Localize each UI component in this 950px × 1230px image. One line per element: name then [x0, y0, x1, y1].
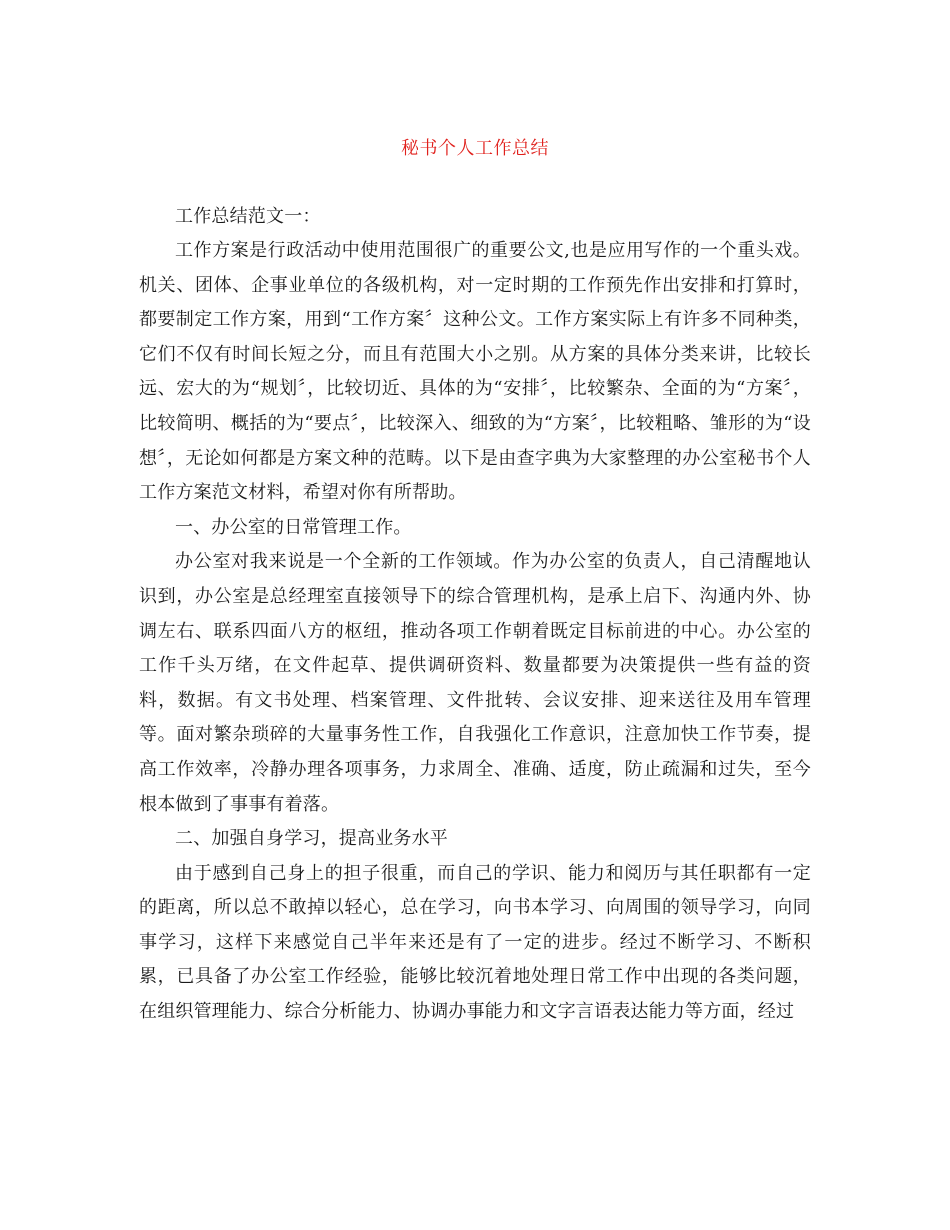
section-label-sample-one: 工作总结范文一：	[175, 206, 321, 227]
document-title: 秘书个人工作总结	[401, 138, 549, 159]
section-heading-daily-management: 一、办公室的日常管理工作。	[175, 516, 412, 538]
intro-paragraph: 工作方案是行政活动中使用范围很广的重要公文,也是应用写作的一个重头戏。机关、团体、企事业单位的各级机构，对一定时期的工作预先作出安排和打算时，都要制定工作方案，用到“工作方案〞这种公文。工作方案实际上有许多不同种类，它们不仅有时间长短之分，而且有范围大小之别。从方案的具体分类来讲，比较长远、宏大的为“规划〞，比较切近、具体的为“安排〞，比较繁杂、全面的为“方案〞，比较简明、概括的为“要点〞，比较深入、细致的为“方案〞，比较粗略、雏形的为“设想〞，无论如何都是方案文种的范畴。以下是由查字典为大家整理的办公室秘书个人工作方案范文材料，希望对你有所帮助。	[139, 240, 811, 504]
self-study-paragraph: 由于感到自己身上的担子很重，而自己的学识、能力和阅历与其任职都有一定的距离，所以总不敢掉以轻心，总在学习，向书本学习、向周围的领导学习，向同事学习，这样下来感觉自己半年来还是有了一定的进步。经过不断学习、不断积累，已具备了办公室工作经验，能够比较沉着地处理日常工作中出现的各类问题，在组织管理能力、综合分析能力、协调办事能力和文字言语表达能力等方面，经过	[139, 862, 811, 1023]
document-body	[139, 200, 811, 1030]
daily-management-paragraph: 办公室对我来说是一个全新的工作领域。作为办公室的负责人，自己清醒地认识到，办公室是总经理室直接领导下的综合管理机构，是承上启下、沟通内外、协调左右、联系四面八方的枢纽，推动各项工作朝着既定目标前进的中心。办公室的工作千头万绪，在文件起草、提供调研资料、数量都要为决策提供一些有益的资料，数据。有文书处理、档案管理、文件批转、会议安排、迎来送往及用车管理等。面对繁杂琐碎的大量事务性工作，自我强化工作意识，注意加快工作节奏，提高工作效率，冷静办理各项事务，力求周全、准确、适度，防止疏漏和过失，至今根本做到了事事有着落。	[139, 551, 811, 815]
section-heading-self-study: 二、加强自身学习，提高业务水平	[175, 828, 448, 850]
